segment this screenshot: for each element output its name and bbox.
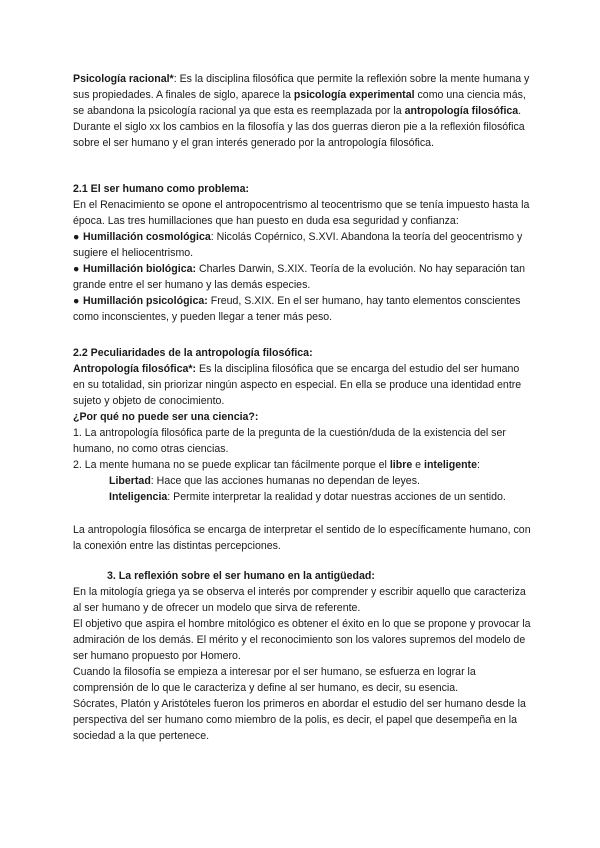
bullet-title: Humillación psicológica: xyxy=(83,295,208,307)
intro-mid: como una ciencia más, se abandona la psicología racional ya que esta es reemplazada por la xyxy=(73,89,526,117)
reason-1: 1. La antropología filosófica parte de la pregunta de la cuestión/duda de la existencia del ser humano, no como otras ciencias. xyxy=(73,427,506,455)
inteligencia-item xyxy=(73,489,533,505)
section-3-heading: 3. La reflexión sobre el ser humano en la antigüedad: xyxy=(107,570,375,582)
reason-2-end: : xyxy=(476,459,480,471)
inteligencia-text: : Permite interpretar la realidad y dotar nuestras acciones de un sentido. xyxy=(167,491,506,503)
bullet-item-psicologica xyxy=(73,293,533,325)
section-3-p2: El objetivo que aspira el hombre mitológico es obtener el éxito en lo que se propone y provocar la admiración de los demás. El mérito y el reconocimiento son los valores supremos del modelo de ser humano propuesto por Homero. xyxy=(73,618,531,662)
section-2-2 xyxy=(73,345,533,505)
antropologia-term: Antropología filosófica*: xyxy=(73,363,197,375)
bullet-title: Humillación biológica: xyxy=(83,263,197,275)
libertad-term: Libertad xyxy=(109,475,151,487)
bullet-text: Charles Darwin, S.XIX. Teoría de la evolución. No hay separación tan grande entre el ser humano y las demás especies. xyxy=(73,263,525,291)
section-3-p1: En la mitología griega ya se observa el interés por comprender y escribir aquello que caracteriza al ser humano y de ofrecer un modelo que sirva de referente. xyxy=(73,586,526,614)
section-2-1 xyxy=(73,181,533,325)
intro-term: Psicología racional* xyxy=(73,73,174,85)
bullet-title: Humillación cosmológica xyxy=(83,231,211,243)
reason-2-pre: 2. La mente humana no se puede explicar tan fácilmente porque el xyxy=(73,459,390,471)
bullet-item-cosmologica xyxy=(73,229,533,261)
bullet-item-biologica xyxy=(73,261,533,293)
intro-term3: antropología filosófica xyxy=(404,105,519,117)
section-3-p4: Sócrates, Platón y Aristóteles fueron los primeros en abordar el estudio del ser humano desde la perspectiva del ser humano como miembro de la polis, es decir, el papel que desempeña en la sociedad a la que pertenece. xyxy=(73,698,526,742)
antropologia-definition: Es la disciplina filosófica que se encarga del estudio del ser humano en su totalidad, sin priorizar ningún aspecto en especial. En ella se produce una identidad entre sujeto y objeto de conocimiento. xyxy=(73,363,522,407)
section-2-2-definition xyxy=(73,361,533,409)
bullet-icon: ● xyxy=(73,295,80,307)
bullet-text: : Nicolás Copérnico, S.XVI. Abandona la teoría del geocentrismo y sugiere el heliocentrismo. xyxy=(73,231,523,259)
libertad-item xyxy=(73,473,533,489)
section-3-p3: Cuando la filosofía se empieza a interesar por el ser humano, se esfuerza en lograr la comprensión de lo que le caracteriza y define al ser humano, es decir, su esencia. xyxy=(73,666,476,694)
reason-2 xyxy=(73,457,533,473)
section-2-2-heading: 2.2 Peculiaridades de la antropología filosófica: xyxy=(73,347,313,359)
bullet-icon: ● xyxy=(73,263,80,275)
intro-end: . Durante el siglo xx los cambios en la filosofía y las dos guerras dieron pie a la reflexión filosófica sobre el ser humano y el gran interés generado por la antropología filosófica. xyxy=(73,105,525,149)
libertad-text: : Hace que las acciones humanas no dependan de leyes. xyxy=(150,475,420,487)
closing-text: La antropología filosófica se encarga de interpretar el sentido de lo específicamente humano, con la conexión entre las distintas percepciones. xyxy=(73,524,531,552)
question-heading: ¿Por qué no puede ser una ciencia?: xyxy=(73,411,259,423)
inteligencia-term: Inteligencia xyxy=(109,491,168,503)
intro-paragraph xyxy=(73,71,533,151)
reason-2-mid: e xyxy=(412,459,424,471)
reason-2-libre: libre xyxy=(389,459,413,471)
intro-term2: psicología experimental xyxy=(293,89,415,101)
section-3 xyxy=(73,568,533,744)
intro-definition: : Es la disciplina filosófica que permite la reflexión sobre la mente humana y sus propiedades. A finales de siglo, aparece la xyxy=(73,73,530,101)
bullet-text: Freud, S.XIX. En el ser humano, hay tanto elementos conscientes como inconscientes, y pueden llegar a tener más peso. xyxy=(73,295,521,323)
bullet-icon: ● xyxy=(73,231,80,243)
reason-2-inteligente: inteligente xyxy=(424,459,477,471)
section-2-1-heading: 2.1 El ser humano como problema: xyxy=(73,183,250,195)
section-2-1-paragraph: En el Renacimiento se opone el antropocentrismo al teocentrismo que se tenía impuesto hasta la época. Las tres humillaciones que han puesto en duda esa seguridad y confianza: xyxy=(73,199,530,227)
closing-paragraph xyxy=(73,522,533,554)
